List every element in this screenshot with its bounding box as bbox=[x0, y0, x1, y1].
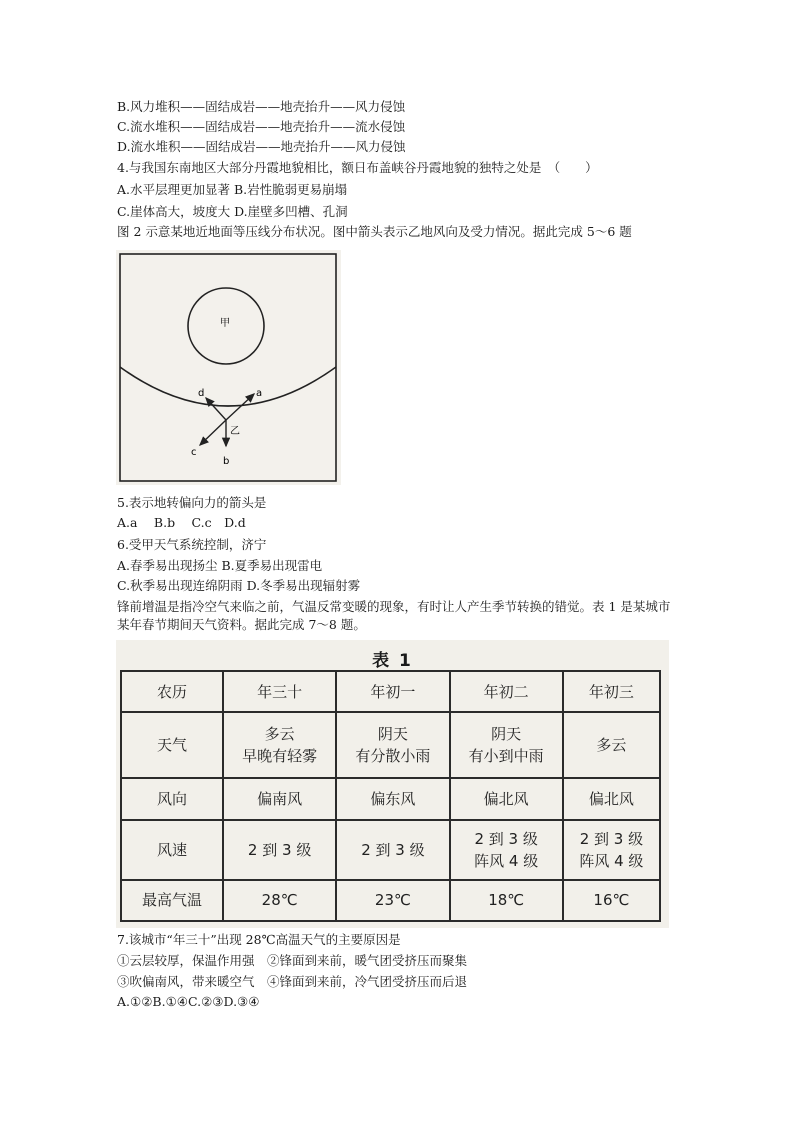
table-cell: 偏北风 bbox=[450, 778, 563, 819]
label-a: a bbox=[256, 388, 263, 399]
question-6: 6.受甲天气系统控制，济宁 bbox=[117, 537, 267, 552]
isobar-diagram bbox=[116, 250, 341, 485]
table-row bbox=[121, 880, 660, 921]
figure-2-caption: 图 2 示意某地近地面等压线分布状况。图中箭头表示乙地风向及受力情况。据此完成 5～6 题 bbox=[117, 224, 632, 239]
table-cell: 多云 早晚有轻雾 bbox=[223, 712, 336, 778]
table-cell: 阴天 有小到中雨 bbox=[450, 712, 563, 778]
table-row bbox=[121, 778, 660, 819]
table-cell: 2 到 3 级 bbox=[336, 820, 449, 880]
option-c-line: C.流水堆积——固结成岩——地壳抬升——流水侵蚀 bbox=[117, 119, 406, 134]
arrow-d bbox=[206, 398, 226, 420]
table-cell: 阴天 有分散小雨 bbox=[336, 712, 449, 778]
table-cell: 偏北风 bbox=[563, 778, 660, 819]
header-cell: 年初一 bbox=[336, 671, 449, 712]
isobar-figure bbox=[116, 250, 341, 485]
question-6-options-ab: A.春季易出现扬尘 B.夏季易出现雷电 bbox=[117, 558, 323, 573]
question-7: 7.该城市“年三十”出现 28℃高温天气的主要原因是 bbox=[117, 932, 401, 947]
question-6-options-cd: C.秋季易出现连绵阴雨 D.冬季易出现辐射雾 bbox=[117, 578, 361, 593]
table-cell: 2 到 3 级 bbox=[223, 820, 336, 880]
table-intro: 锋前增温是指冷空气来临之前，气温反常变暖的现象，有时让人产生季节转换的错觉。表 1 是某城市某年春节期间天气资料。据此完成 7～8 题。 bbox=[117, 599, 671, 632]
label-yi: 乙 bbox=[230, 426, 240, 437]
row-label: 最高气温 bbox=[121, 880, 223, 921]
row-label: 风向 bbox=[121, 778, 223, 819]
weather-table bbox=[120, 670, 661, 922]
table-cell: 18℃ bbox=[450, 880, 563, 921]
question-4-options-cd: C.崖体高大，坡度大 D.崖壁多凹槽、孔洞 bbox=[117, 204, 348, 219]
header-cell: 农历 bbox=[121, 671, 223, 712]
label-c: c bbox=[191, 447, 197, 458]
header-cell: 年初三 bbox=[563, 671, 660, 712]
question-7-options: A.①②B.①④C.②③D.③④ bbox=[117, 994, 260, 1009]
weather-table-image bbox=[116, 640, 669, 928]
label-jia: 甲 bbox=[220, 318, 230, 329]
question-7-statements-1: ①云层较厚，保温作用强 ②锋面到来前，暖气团受挤压而聚集 bbox=[117, 953, 468, 968]
table-cell: 28℃ bbox=[223, 880, 336, 921]
table-header-row bbox=[121, 671, 660, 712]
table-cell: 23℃ bbox=[336, 880, 449, 921]
question-5: 5.表示地转偏向力的箭头是 bbox=[117, 495, 267, 510]
label-d: d bbox=[198, 388, 205, 399]
row-label: 风速 bbox=[121, 820, 223, 880]
label-b: b bbox=[223, 456, 230, 467]
table-cell: 2 到 3 级 阵风 4 级 bbox=[563, 820, 660, 880]
question-5-options: A.a B.b C.c D.d bbox=[117, 515, 246, 530]
table-row bbox=[121, 712, 660, 778]
table-row bbox=[121, 820, 660, 880]
arrow-a bbox=[226, 394, 254, 420]
table-cell: 16℃ bbox=[563, 880, 660, 921]
option-b-line: B.风力堆积——固结成岩——地壳抬升——风力侵蚀 bbox=[117, 99, 406, 114]
table-cell: 2 到 3 级 阵风 4 级 bbox=[450, 820, 563, 880]
question-7-statements-2: ③吹偏南风，带来暖空气 ④锋面到来前，冷气团受挤压而后退 bbox=[117, 974, 468, 989]
question-4: 4.与我国东南地区大部分丹霞地貌相比，额日布盖峡谷丹霞地貌的独特之处是 （ ） bbox=[117, 160, 598, 175]
question-4-options-ab: A.水平层理更加显著 B.岩性脆弱更易崩塌 bbox=[117, 182, 348, 197]
header-cell: 年初二 bbox=[450, 671, 563, 712]
table-cell: 多云 bbox=[563, 712, 660, 778]
row-label: 天气 bbox=[121, 712, 223, 778]
table-cell: 偏南风 bbox=[223, 778, 336, 819]
isobar-curve bbox=[120, 367, 336, 406]
arrow-c bbox=[200, 420, 226, 445]
table-cell: 偏东风 bbox=[336, 778, 449, 819]
table-title: 表 1 bbox=[372, 651, 413, 671]
header-cell: 年三十 bbox=[223, 671, 336, 712]
option-d-line: D.流水堆积——固结成岩——地壳抬升——风力侵蚀 bbox=[117, 139, 406, 154]
